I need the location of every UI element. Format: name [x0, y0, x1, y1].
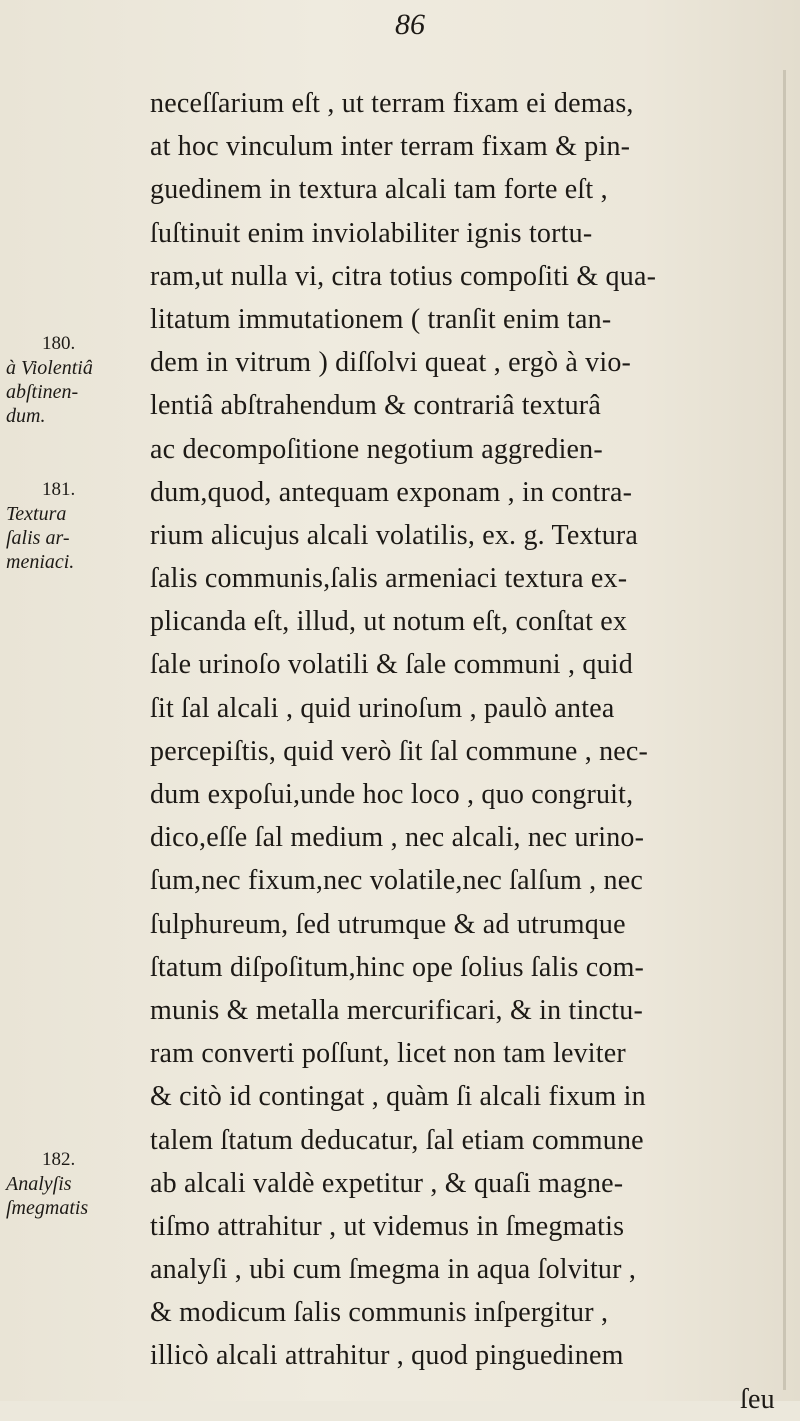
text-line: & citò id contingat , quàm ſi alcali fixum in: [150, 1081, 646, 1113]
text-line: ſtatum diſpoſitum,hinc ope ſolius ſalis com-: [150, 951, 645, 983]
margin-note-180: [6, 332, 126, 428]
margin-note-line: Analyſis: [6, 1173, 72, 1195]
text-line: guedinem in textura alcali tam forte eſt ,: [150, 174, 608, 206]
text-line: ſale urinoſo volatili & ſale communi , quid: [150, 649, 633, 681]
text-line: rium alicujus alcali volatilis, ex. g. Textura: [150, 519, 639, 551]
margin-note-line: meniaci.: [6, 551, 75, 573]
text-line: ſalis communis,ſalis armeniaci textura ex-: [150, 563, 628, 595]
text-line: dum,quod, antequam exponam , in contra-: [150, 476, 633, 508]
text-line: lentiâ abſtrahendum & contrariâ texturâ: [150, 390, 601, 422]
margin-note-line: ſalis ar-: [6, 527, 70, 549]
text-line: dum expoſui,unde hoc loco , quo congruit,: [150, 779, 634, 810]
text-line: litatum immutationem ( tranſit enim tan-: [150, 303, 612, 335]
text-line: percepiſtis, quid verò ſit ſal commune , nec-: [150, 735, 649, 767]
margin-note-line: abſtinen-: [6, 381, 79, 403]
text-line: analyſi , ubi cum ſmegma in aqua ſolvitur ,: [150, 1254, 637, 1286]
text-line: ſum,nec fixum,nec volatile,nec ſalſum , nec: [150, 865, 643, 897]
margin-note-number: 182.: [42, 1149, 76, 1170]
margin-note-line: ſmegmatis: [6, 1197, 89, 1219]
text-line: dem in vitrum ) diſſolvi queat , ergò à vio-: [150, 347, 632, 379]
text-line: illicò alcali attrahitur , quod pinguedinem: [150, 1340, 624, 1372]
page-edge: [783, 70, 786, 1390]
text-line: at hoc vinculum inter terram fixam & pin-: [150, 131, 631, 163]
catchword: ſeu: [740, 1383, 775, 1415]
text-line: ab alcali valdè expetitur , & quaſi magne-: [150, 1167, 624, 1199]
text-line: dico,eſſe ſal medium , nec alcali, nec urino-: [150, 822, 645, 854]
text-line: ſuſtinuit enim inviolabiliter ignis tortu-: [150, 217, 593, 249]
margin-note-line: dum.: [6, 405, 46, 427]
margin-note-number: 181.: [42, 479, 76, 500]
text-line: tiſmo attrahitur , ut videmus in ſmegmatis: [150, 1210, 625, 1242]
page-number: 86: [395, 8, 425, 41]
text-line: neceſſarium eſt , ut terram fixam ei demas,: [150, 88, 634, 119]
margin-note-line: Textura: [6, 503, 67, 525]
text-line: ſit ſal alcali , quid urinoſum , paulò antea: [150, 692, 615, 724]
margin-note-181: [6, 478, 126, 574]
text-line: ram,ut nulla vi, citra totius compoſiti & qua-: [150, 260, 657, 292]
margin-note-182: [6, 1148, 126, 1220]
text-line: talem ſtatum deducatur, ſal etiam commune: [150, 1124, 644, 1156]
text-line: ram converti poſſunt, licet non tam leviter: [150, 1038, 626, 1070]
text-line: ſulphureum, ſed utrumque & ad utrumque: [150, 908, 626, 940]
text-line: & modicum ſalis communis inſpergitur ,: [150, 1297, 609, 1329]
margin-note-number: 180.: [42, 333, 76, 354]
margin-note-line: à Violentiâ: [6, 357, 93, 379]
text-line: ac decompoſitione negotium aggredien-: [150, 433, 603, 465]
text-line: plicanda eſt, illud, ut notum eſt, conſtat ex: [150, 606, 628, 638]
text-line: munis & metalla mercurificari, & in tinctu-: [150, 994, 644, 1026]
body-text: [150, 82, 780, 1421]
